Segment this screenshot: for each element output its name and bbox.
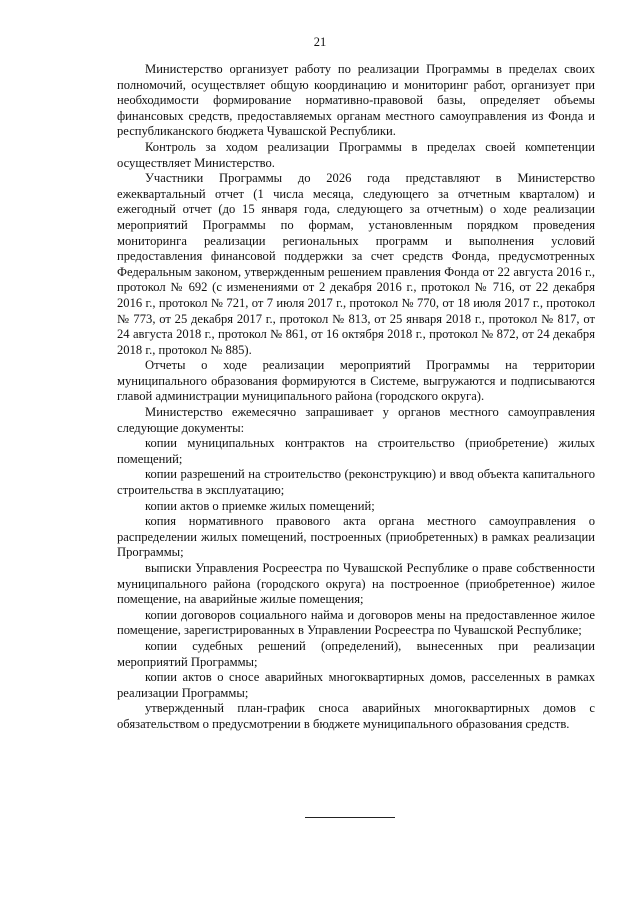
list-item-normative-act: копия нормативного правового акта органа местного самоуправления о распределении жилых помещений, построенных (приобретенных) в рамках реализации Программы;	[117, 514, 595, 560]
list-item-demolition-acts: копии актов о сносе аварийных многоквартирных домов, расселенных в рамках реализации Программы;	[117, 670, 595, 700]
list-item-social-lease: копии договоров социального найма и договоров мены на предоставленное жилое помещение, зарегистрированных в Управлении Росреестра по Чувашской Республике;	[117, 607, 595, 638]
list-item-permits: копии разрешений на строительство (реконструкцию) и ввод объекта капитального строительства в эксплуатацию;	[117, 467, 595, 498]
paragraph-ministry-organizes: Министерство организует работу по реализации Программы в пределах своих полномочий, осуществляет общую координацию и мониторинг работ, организует при необходимости формирование нормативно-правовой базы, определяет объемы финансовых средств, предоставляемых органам местного самоуправления из Фонда и республиканского бюджета Чувашской Республики.	[117, 62, 595, 139]
paragraph-monthly-request: Министерство ежемесячно запрашивает у органов местного самоуправления следующие документы:	[117, 405, 595, 435]
end-divider	[305, 817, 395, 818]
document-body	[117, 62, 595, 733]
page-number: 21	[313, 35, 327, 49]
list-item-rosreestr-extracts: выписки Управления Росреестра по Чувашской Республике о праве собственности муниципального района (городского округа) на построенное (приобретенное) жилое помещение, на аварийные жилые помещения;	[117, 561, 595, 607]
list-item-demolition-schedule: утвержденный план-график сноса аварийных многоквартирных домов с обязательством о предусмотрении в бюджете муниципального образования средств.	[117, 701, 595, 731]
paragraph-control: Контроль за ходом реализации Программы в пределах своей компетенции осуществляет Министерство.	[117, 139, 595, 170]
paragraph-reports-system: Отчеты о ходе реализации мероприятий Программы на территории муниципального образования формируются в Системе, выгружаются и подписываются главой администрации муниципального района (городского округа).	[117, 358, 595, 404]
list-item-court-decisions: копии судебных решений (определений), вынесенных при реализации мероприятий Программы;	[117, 638, 595, 669]
paragraph-reporting: Участники Программы до 2026 года представляют в Министерство ежеквартальный отчет (1 числа месяца, следующего за отчетным кварталом) и ежегодный отчет (до 15 января года, следующего за отчетным) о ходе реализации мероприятий Программы по формам, установленным порядком проведения мониторинга реализации региональных программ и выполнения условий предоставления финансовой поддержки за счет средств Фонда, предусмотренных Федеральным законом, утвержденным решением правления Фонда от 22 августа 2016 г., протокол № 692 (с изменениями от 2 декабря 2016 г., протокол № 716, от 22 декабря 2016 г., протокол № 721, от 7 июля 2017 г., протокол № 770, от 18 июля 2017 г., протокол № 773, от 25 декабря 2017 г., протокол № 813, от 25 января 2018 г., протокол № 817, от 24 августа 2018 г., протокол № 861, от 16 октября 2018 г., протокол № 872, от 24 декабря 2018 г., протокол № 885).	[117, 171, 595, 357]
list-item-contracts: копии муниципальных контрактов на строительство (приобретение) жилых помещений;	[117, 436, 595, 466]
list-item-acceptance-acts: копии актов о приемке жилых помещений;	[145, 498, 375, 513]
